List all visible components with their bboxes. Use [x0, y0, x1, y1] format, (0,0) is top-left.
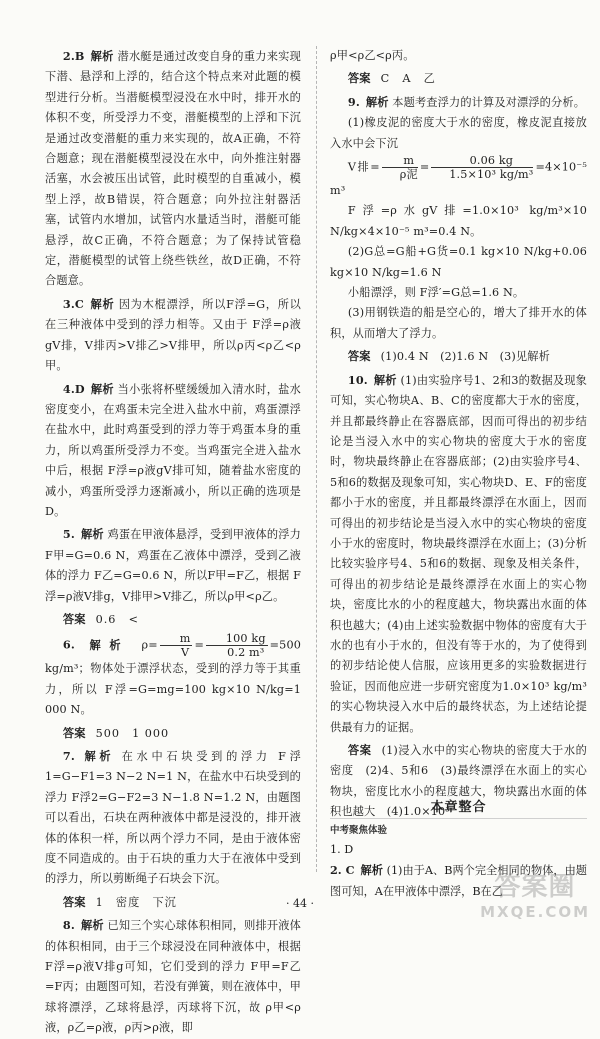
answer-2: 2.B 解析 潜水艇是通过改变自身的重力来实现下潜、悬浮和上浮的，结合这个特点来对此题的模型进行分析。当潜艇模型浸没在水中时，排开水的体积不变，所受浮力不变，潜艇模型的上浮和下沉是通过改变潜艇的重力来实现的，故A正确，不符合题意；现在潜艇模型浸没在水中，向外推注射器活塞，水会被压出试管，此时模型的自重减小，模型上浮，故B错误，符合题意；向外拉注射器活塞，试管内水增加，试管内水量适当时，潜艇可能悬浮，故C正确，不符合题意；为了保持试管稳定，潜艇模型的试管上绕些铁丝，故D正确，不符合题意。	[45, 49, 301, 288]
exam-focus-subheading: 中考聚焦体验	[330, 825, 388, 836]
answer-4: 4.D 解析 当小张将杯壁缓缓加入清水时，盐水密度变小，在鸡蛋未完全进入盐水中前，鸡蛋漂浮在盐水中，此时鸡蛋受到的浮力等于鸡蛋本身的重力，所以鸡蛋所受浮力不变。当鸡蛋完全进入盐水中后，根据 F浮=ρ液gV排可知，随着盐水密度的减小，鸡蛋所受浮力逐渐减小，所以正确的选项是D。	[45, 381, 301, 518]
answer-10-result: 答案 (1)浸入水中的实心物块的密度大于水的密度 (2)4、5和6 (3)最终漂浮在水面上的实心物块，密度比水小的程度越大，物块露出水面的体积也越大 (4)1.0×10³	[330, 743, 587, 819]
column-divider	[316, 46, 318, 872]
answer-9-part2: (2)G总=G船+G货=0.1 kg×10 N/kg+0.06 kg×10 N/kg=1.6 N	[330, 245, 587, 279]
answer-5: 5. 解析 鸡蛋在甲液体悬浮，受到甲液体的浮力 F甲=G=0.6 N，鸡蛋在乙液体中漂浮，受到乙液体的浮力 F乙=G=0.6 N，所以F甲=F乙，根据 F浮=ρ液V排g，V排甲>V排乙，所以ρ甲<ρ乙。	[45, 527, 301, 603]
answer-9: 9. 解析 本题考查浮力的计算及对漂浮的分析。	[347, 94, 586, 109]
left-column	[45, 46, 301, 1039]
answer-9-float: 小船漂浮，则 F浮′=G总=1.6 N。	[347, 286, 525, 300]
volume-formula-fraction: $\frac{m}{\text{ρ泥}}$	[382, 154, 418, 181]
volume-value-fraction: $\frac{0.06 kg}{\text{1.5×10³ kg/m³}}$	[431, 154, 533, 181]
answer-6-result: 答案 500 1 000	[62, 725, 170, 740]
summary-answer-2: 2. C 解析 (1)由于A、B两个完全相同的物体，由题图可知，A在甲液体中漂浮，B在乙	[330, 863, 587, 898]
answer-10: 10. 解析 (1)由实验序号1、2和3的数据及现象可知，实心物块A、B、C的密度都大于水的密度，并且都最终静止在容器底部，因而可得出的初步结论是当浸入水中的实心物块的密度大于水的密度时，物块最终静止在容器底部；(2)由实验序号4、5和6的数据及现象可知，实心物块D、E、F的密度都小于水的密度，并且都最终漂浮在水面上，因而可得出的初步结论是当浸入水中的实心物块的密度小于水的密度时，物块最终漂浮在水面上；(3)分析比较实验序号4、5和6的数据、现象及相关条件，可得出的初步结论是最终漂浮在水面上的实心物块，密度比水的小的程度越大，物块露出水面的体积也越大；(4)由上述实验数据中物体的密度有大于水的也有小于水的，但没有等于水的，为了使得到的初步结论使人信服，应该用更多的实验数据进行验证，因而他应进一步研究密度为1.0×10³ kg/m³的实心物块浸入水中后的最终状态，为上述结论提供最有力的证据。	[330, 372, 587, 734]
answer-9-buoyancy: F浮=ρ水gV排=1.0×10³ kg/m³×10 N/kg×4×10⁻⁵ m³=0.4 N。	[330, 204, 587, 238]
section-rule	[330, 818, 587, 819]
chapter-summary-title: 本章整合	[430, 800, 487, 815]
answer-9-result: 答案 (1)0.4 N (2)1.6 N (3)见解析	[347, 349, 550, 364]
right-column	[330, 46, 587, 825]
density-formula-fraction: $\frac{m}{V}$	[160, 632, 193, 659]
site-watermark-logo: 答案圈 MXQE.COM	[480, 872, 590, 921]
answer-7: 7. 解析 在水中石块受到的浮力 F浮1=G−F1=3 N−2 N=1 N，在盐水中石块受到的浮力 F浮2=G−F2=3 N−1.8 N=1.2 N，由题图可以看出，石块在两种液体中都是浸没的，排开液体的体积一样，所以两个浮力不同，是由于液体密度不同造成的。由于石块的重力大于在液体中受到的浮力，所以剪断绳子石块会下沉。	[45, 749, 301, 886]
page-number: · 44 ·	[286, 897, 314, 910]
answer-9-part3: (3)用钢铁造的船是空心的，增大了排开水的体积，从而增大了浮力。	[330, 306, 587, 340]
density-value-fraction: $\frac{100 kg}{\text{0.2 m³}}$	[206, 632, 268, 659]
answer-6: 6. 解析 ρ= $\frac{m}{V}$ = $\frac{100 kg}{\text{0.2 m³}}$ =500 kg/m³；物体处于漂浮状态，受到的浮力等于其重力，所以 F浮=G=mg=100 kg×10 N/kg=1 000 N。	[45, 632, 301, 717]
answer-5-result: 答案 0.6 <	[62, 611, 139, 626]
answer-9-volume-formula: V排= $\frac{m}{\text{ρ泥}}$ = $\frac{0.06 kg}{\text{1.5×10³ kg/m³}}$ =4×10⁻⁵ m³	[330, 154, 587, 198]
summary-answer-1: 1. D	[330, 843, 354, 856]
answer-8-result: 答案 C A 乙	[347, 71, 436, 86]
answer-7-result: 答案 1 密度 下沉	[62, 894, 177, 909]
answer-3: 3.C 解析 因为木棍漂浮，所以F浮=G，所以在三种液体中受到的浮力相等。又由于 F浮=ρ液gV排，V排丙>V排乙>V排甲，所以ρ丙<ρ乙<ρ甲。	[45, 296, 301, 373]
answer-8: 8. 解析 已知三个实心球体积相同，则排开液体的体积相同，由于三个球浸没在同种液体中，根据 F浮=ρ液V排g可知，它们受到的浮力 F甲=F乙=F丙；由题图可知，若没有弹簧，则在液体中，甲球将漂浮，乙球将悬浮，丙球将下沉，故 ρ甲<ρ液，ρ乙=ρ液，ρ丙>ρ液，即	[45, 918, 301, 1035]
answer-9-part1: (1)橡皮泥的密度大于水的密度，橡皮泥直接放入水中会下沉	[330, 116, 587, 150]
answer-8-continued: ρ甲<ρ乙<ρ丙。	[330, 49, 415, 62]
